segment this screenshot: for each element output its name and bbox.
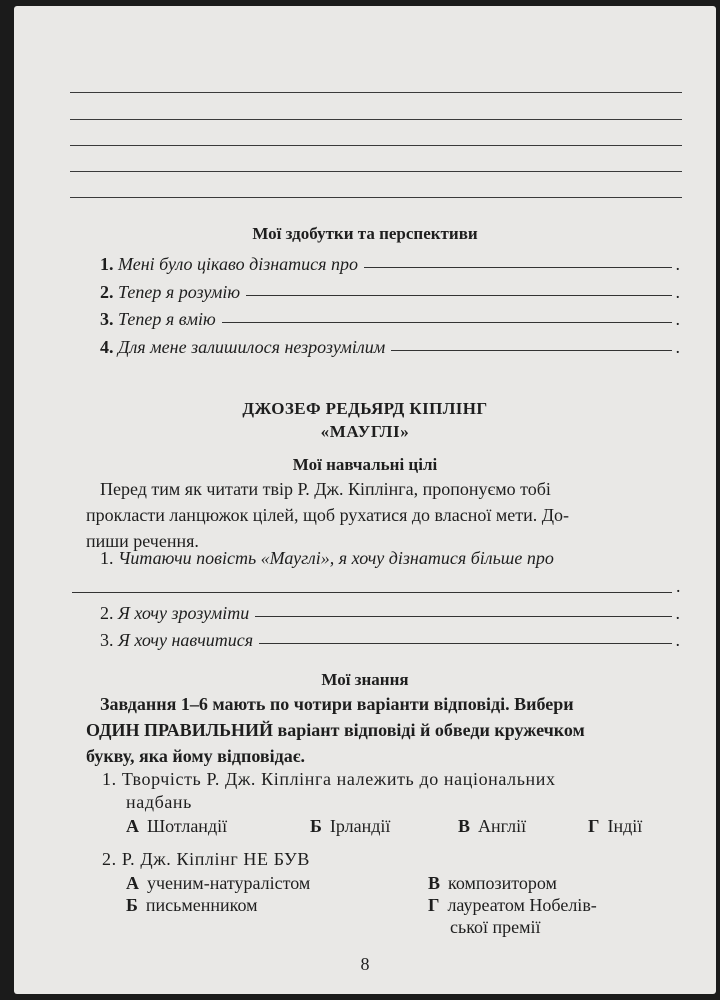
item-end: . [676, 576, 681, 596]
reflection-item-4 [100, 337, 680, 358]
question-2 [102, 849, 310, 870]
writing-line [70, 145, 682, 146]
question-text: надбань [126, 792, 192, 812]
option-letter[interactable]: В [458, 816, 471, 836]
knowledge-instructions [86, 691, 585, 769]
item-number: 2. [100, 282, 114, 302]
option-text: Ірландії [329, 816, 391, 836]
option-text: ученим-натуралістом [147, 873, 311, 893]
answer-blank[interactable] [364, 267, 671, 268]
instruction-line: букву, яка йому відповідає. [86, 746, 305, 766]
item-number: 1. [100, 548, 114, 568]
item-number: 1. [100, 254, 114, 274]
writing-line [70, 171, 682, 172]
answer-blank[interactable] [391, 350, 671, 351]
option-v[interactable] [458, 816, 526, 837]
option-g[interactable] [428, 895, 597, 916]
instruction-line: ОДИН ПРАВИЛЬНИЙ варіант відповіді й обведи кружечком [86, 720, 585, 740]
option-text: ської премії [450, 917, 541, 937]
option-text: лауреатом Нобелів- [447, 895, 597, 915]
question-number: 2. [102, 849, 117, 869]
goals-title: Мої навчальні цілі [292, 455, 438, 474]
answer-blank[interactable] [259, 643, 671, 644]
author-heading: ДЖОЗЕФ РЕДЬЯРД КІПЛІНГ [242, 399, 488, 418]
option-a[interactable] [126, 873, 310, 894]
item-number: 4. [100, 337, 114, 357]
reflection-item-3 [100, 309, 680, 330]
question-1 [102, 769, 556, 790]
option-text: Шотландії [147, 816, 228, 836]
answer-blank[interactable] [255, 616, 671, 617]
option-letter[interactable]: А [126, 816, 139, 836]
answer-blank[interactable] [246, 295, 671, 296]
option-b[interactable] [310, 816, 390, 837]
item-text: Тепер я вмію [118, 309, 216, 329]
goal-item-3 [100, 630, 680, 651]
item-text: Я хочу зрозуміти [118, 603, 250, 623]
writing-line [70, 197, 682, 198]
question-text: Р. Дж. Кіплінг НЕ БУВ [121, 849, 310, 869]
workbook-page [14, 6, 716, 994]
item-text: Читаючи повість «Мауглі», я хочу дізнатися більше про [118, 548, 554, 568]
item-text: Для мене залишилося незрозумілим [118, 337, 386, 357]
knowledge-title: Мої знання [321, 670, 409, 689]
option-letter[interactable]: Г [588, 816, 600, 836]
goal-item-1 [100, 548, 554, 569]
option-text: Індії [607, 816, 643, 836]
item-text: Тепер я розумію [118, 282, 241, 302]
option-v[interactable] [428, 873, 557, 894]
reflection-title: Мої здобутки та перспективи [252, 224, 478, 243]
option-letter[interactable]: Б [310, 816, 322, 836]
option-letter[interactable]: А [126, 873, 139, 893]
question-text: Творчість Р. Дж. Кіплінга належить до національних [121, 769, 556, 789]
item-end: . [675, 630, 680, 650]
option-b[interactable] [126, 895, 258, 916]
answer-blank[interactable] [222, 322, 672, 323]
item-end: . [675, 337, 680, 357]
option-text: Англії [478, 816, 527, 836]
reflection-item-2 [100, 282, 680, 303]
reflection-item-1 [100, 254, 680, 275]
item-end: . [675, 282, 680, 302]
work-heading: «МАУГЛІ» [320, 422, 410, 441]
intro-line: пиши речення. [86, 531, 199, 551]
item-number: 2. [100, 603, 114, 623]
intro-line: Перед тим як читати твір Р. Дж. Кіплінга, пропонуємо тобі [100, 479, 551, 499]
option-letter[interactable]: Г [428, 895, 440, 915]
option-letter[interactable]: Б [126, 895, 138, 915]
item-end: . [675, 254, 680, 274]
item-end: . [675, 603, 680, 623]
item-text: Мені було цікаво дізнатися про [118, 254, 359, 274]
question-number: 1. [102, 769, 117, 789]
option-text: композитором [448, 873, 557, 893]
writing-line [70, 92, 682, 93]
goals-intro [86, 476, 570, 554]
option-a[interactable] [126, 816, 227, 837]
instruction-line: Завдання 1–6 мають по чотири варіанти відповіді. Вибери [100, 694, 574, 714]
page-number: 8 [360, 954, 370, 974]
option-g[interactable] [588, 816, 642, 837]
intro-line: прокласти ланцюжок цілей, щоб рухатися до власної мети. До- [86, 505, 570, 525]
answer-blank[interactable] [72, 592, 672, 593]
item-number: 3. [100, 630, 114, 650]
option-letter[interactable]: В [428, 873, 441, 893]
item-text: Я хочу навчитися [118, 630, 254, 650]
item-number: 3. [100, 309, 114, 329]
option-text: письменником [145, 895, 258, 915]
item-end: . [675, 309, 680, 329]
goal-item-2 [100, 603, 680, 624]
writing-line [70, 119, 682, 120]
